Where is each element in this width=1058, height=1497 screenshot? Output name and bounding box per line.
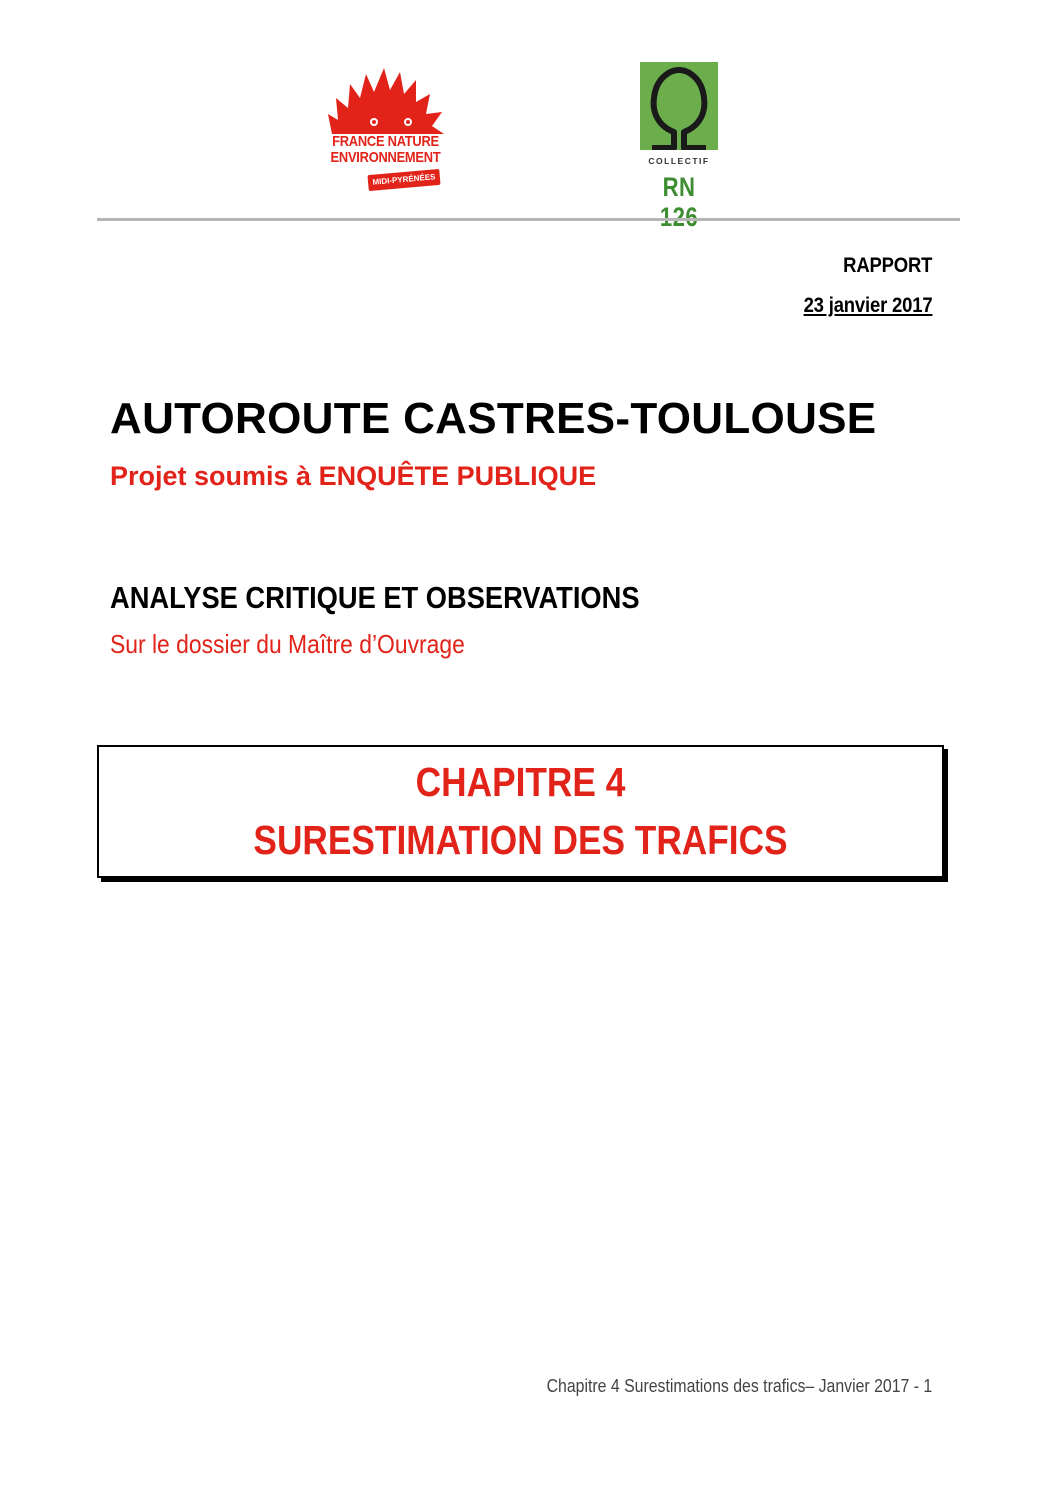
fne-logo-line2: ENVIRONNEMENT	[330, 149, 441, 166]
document-subtitle: Projet soumis à ENQUÊTE PUBLIQUE	[110, 461, 597, 491]
analysis-subheading: Sur le dossier du Maître d’Ouvrage	[110, 629, 465, 659]
report-label: RAPPORT	[842, 254, 932, 277]
chapter-title: SURESTIMATION DES TRAFICS	[253, 817, 788, 863]
fne-logo-line1: FRANCE NATURE	[332, 133, 439, 150]
rn126-logo-collectif: COLLECTIF	[648, 156, 710, 166]
chapter-number: CHAPITRE 4	[415, 759, 626, 805]
fne-logo	[318, 62, 453, 200]
analysis-heading: ANALYSE CRITIQUE ET OBSERVATIONS	[110, 580, 640, 615]
report-date: 23 janvier 2017	[803, 294, 932, 317]
omega-icon	[640, 62, 718, 150]
chapter-box	[97, 745, 944, 878]
rn126-logo-box	[640, 62, 718, 150]
header-divider	[97, 218, 960, 221]
fne-logo-badge: MIDI-PYRÉNÉES	[367, 169, 440, 191]
document-title: AUTOROUTE CASTRES-TOULOUSE	[110, 394, 877, 443]
page-footer: Chapitre 4 Surestimations des trafics– Janvier 2017 - 1	[546, 1376, 932, 1396]
hedgehog-icon	[318, 62, 453, 142]
rn126-logo-number: RN 126	[659, 172, 699, 232]
